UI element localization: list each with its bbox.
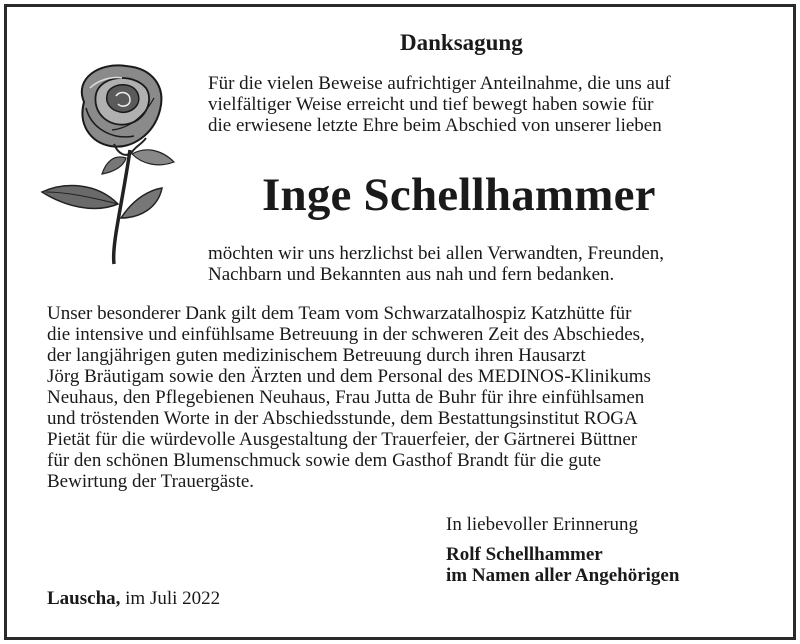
heading: Danksagung bbox=[400, 30, 523, 55]
intro-line: die erwiesene letzte Ehre beim Abschied von unserer lieben bbox=[208, 115, 662, 136]
intro-line: Für die vielen Beweise aufrichtiger Anteilnahme, die uns auf bbox=[208, 73, 671, 94]
date: im Juli 2022 bbox=[125, 588, 221, 609]
body-line: Bewirtung der Trauergäste. bbox=[47, 471, 255, 492]
place-date bbox=[47, 588, 220, 610]
signer-note: im Namen aller Angehörigen bbox=[446, 565, 680, 586]
deceased-name: Inge Schellhammer bbox=[262, 169, 656, 221]
body-line: Neuhaus, den Pflegebienen Neuhaus, Frau Jutta de Buhr für ihre einfühlsamen bbox=[47, 387, 645, 408]
body-line: Jörg Bräutigam sowie den Ärzten und dem Personal des MEDINOS-Klinikums bbox=[47, 366, 651, 387]
intro-line: vielfältiger Weise erreicht und tief bewegt haben sowie für bbox=[208, 94, 654, 115]
body-line: die intensive und einfühlsame Betreuung in der schweren Zeit des Abschiedes, bbox=[47, 324, 645, 345]
thanks-text bbox=[208, 243, 788, 285]
signature-block bbox=[446, 544, 679, 586]
thanks-line: möchten wir uns herzlichst bei allen Verwandten, Freunden, bbox=[208, 243, 665, 264]
place: Lauscha, bbox=[47, 588, 121, 609]
body-line: Unser besonderer Dank gilt dem Team vom Schwarzatalhospiz Katzhütte für bbox=[47, 303, 632, 324]
body-line: für den schönen Blumenschmuck sowie dem Gasthof Brandt für die gute bbox=[47, 450, 602, 471]
intro-text bbox=[208, 73, 788, 136]
body-line: und tröstenden Worte in der Abschiedsstunde, dem Bestattungsinstitut ROGA bbox=[47, 408, 638, 429]
body-line: der langjährigen guten medizinischem Betreuung durch ihren Hausarzt bbox=[47, 345, 586, 366]
thanks-line: Nachbarn und Bekannten aus nah und fern bedanken. bbox=[208, 264, 615, 285]
closing-text: In liebevoller Erinnerung bbox=[446, 514, 639, 535]
rose-icon bbox=[34, 58, 184, 268]
body-text bbox=[47, 303, 787, 492]
body-line: Pietät für die würdevolle Ausgestaltung der Trauerfeier, der Gärtnerei Büttner bbox=[47, 429, 638, 450]
signer-name: Rolf Schellhammer bbox=[446, 544, 603, 565]
